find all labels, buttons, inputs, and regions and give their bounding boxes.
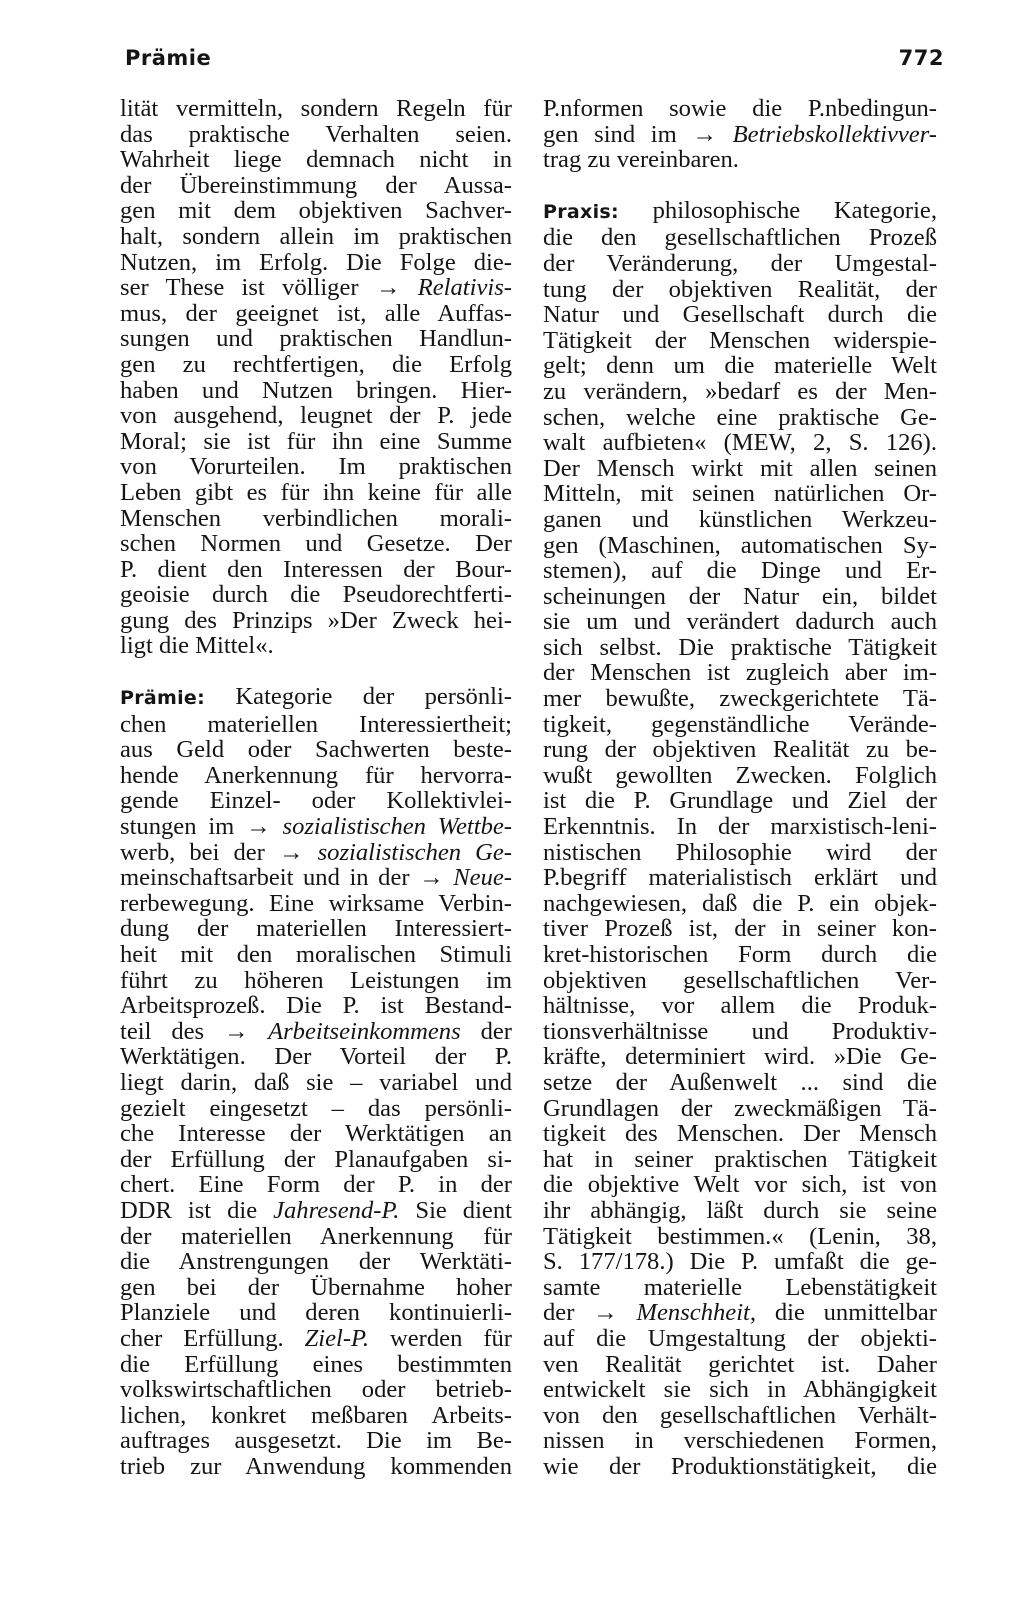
text-line: hat in seiner praktischen Tätigkeit [543,1145,937,1173]
text-line: Arbeitsprozeß. Die P. ist Bestand- [120,992,512,1020]
text-line: kret-historischen Form durch die [543,941,937,968]
text-line: zu verändern, »bedarf es der Men- [543,377,937,405]
text-fragment: DDR ist die [120,1196,258,1224]
text-line: der materiellen Anerkennung für [120,1222,512,1250]
text-line: heit mit den moralischen Stimuli [120,941,512,968]
text-line: die Erfüllung eines bestimmten [120,1350,512,1378]
text-line: samte materielle Lebenstätigkeit [543,1273,937,1301]
text-line: gung des Prinzips »Der Zweck hei- [120,606,512,634]
text-line: P.nformen sowie die P.nbedingun- [543,95,937,122]
text-line-with-term [120,1198,512,1224]
text-fragment: ser These ist völliger [120,274,359,302]
lemma-praxis: Praxis: [543,200,619,223]
text-line: Nutzen, im Erfolg. Die Folge die- [120,248,512,276]
text-line: der Erfüllung der Planaufgaben si- [120,1145,512,1173]
text-line: Natur und Gesellschaft durch die [543,301,937,329]
text-line: ligt die Mittel«. [120,632,274,660]
text-line: stemen), auf die Dinge und Er- [543,557,937,585]
entry-first-line [120,684,512,712]
text-line: wußt gewollten Zwecken. Folglich [543,761,937,789]
text-line-with-ref [120,814,512,840]
text-line-with-ref [120,275,512,301]
text-line: kräfte, determiniert wird. »Die Ge- [543,1043,937,1071]
text-line: chert. Eine Form der P. in der [120,1171,512,1199]
text-fragment: stungen im [120,813,235,841]
text-line: auf die Umgestaltung der objekti- [543,1324,937,1352]
text-fragment: der [480,1017,512,1045]
text-line: ihr abhängig, läßt durch sie seine [543,1196,937,1224]
text-line: walt aufbieten« (MEW, 2, S. 126). [543,429,937,457]
text-line: ven Realität gerichtet ist. Daher [543,1350,937,1378]
text-line: Wahrheit liege demnach nicht in [120,146,512,174]
cross-reference-menschheit[interactable]: → Menschheit, [593,1299,757,1327]
text-line: schen, welche eine praktische Ge- [543,403,937,431]
text-fragment: teil des [120,1017,205,1045]
text-fragment: gen sind im [543,120,677,148]
text-line: halt, sondern allein im praktischen [120,222,512,250]
text-line: ganen und künstlichen Werkzeu- [543,505,937,533]
text-line: gelt; denn um die materielle Welt [543,352,937,380]
text-line: volkswirtschaftlichen oder betrieb- [120,1376,512,1404]
text-line: gezielt eingesetzt – das persönli- [120,1094,512,1122]
text-line: gen zu rechtfertigen, die Erfolg [120,350,512,378]
text-fragment: die unmittelbar [774,1299,937,1327]
text-line: ist die P. Grundlage und Ziel der [543,787,937,815]
text-line: Werktätigen. Der Vorteil der P. [120,1043,512,1071]
text-fragment: philosophische Kategorie, [652,196,937,224]
running-head-word: Prämie [125,46,212,70]
text-line: nissen in verschiedenen Formen, [543,1427,937,1455]
text-line: tionsverhältnisse und Produktiv- [543,1017,937,1045]
text-line: hende Anerkennung für hervorra- [120,761,512,789]
text-line: sungen und praktischen Handlun- [120,325,512,353]
term-ziel-praemie: Ziel-P. [304,1324,370,1352]
text-line-with-ref [120,1019,512,1045]
cross-reference-betriebskollektivvertrag[interactable]: → Betriebskollektivver- [692,120,937,148]
right-column [543,96,937,1479]
page-number: 772 [898,46,944,70]
text-line: setze der Außenwelt ... sind die [543,1068,937,1096]
text-line: mus, der geeignet ist, alle Auffas- [120,299,512,327]
text-line: geoisie durch die Pseudorechtferti- [120,581,512,609]
text-line: aus Geld oder Sachwerten beste- [120,736,512,764]
text-line: Grundlagen der zweckmäßigen Tä- [543,1094,937,1122]
text-line: der Übereinstimmung der Aussa- [120,171,512,199]
text-fragment: meinschaftsarbeit und in der [120,864,410,892]
text-line: liegt darin, daß sie – variabel und [120,1068,512,1096]
text-line: chen materiellen Interessiertheit; [120,710,512,738]
text-line: tiver Prozeß ist, der in seiner kon- [543,915,937,943]
text-line: Tätigkeit bestimmen.« (Lenin, 38, [543,1222,937,1250]
text-line: che Interesse der Werktätigen an [120,1120,512,1148]
text-line: tigkeit, gegenständliche Verände- [543,710,937,738]
text-line-with-term [120,1326,512,1352]
text-line: Mitteln, mit seinen natürlichen Or- [543,480,937,508]
text-line: dung der materiellen Interessiert- [120,915,512,943]
text-line: rerbewegung. Eine wirksame Verbin- [120,889,512,917]
text-line-with-ref [120,840,512,866]
text-line: auftrages ausgesetzt. Die im Be- [120,1427,512,1455]
text-line: das praktische Verhalten seien. [120,120,512,148]
text-line-with-ref [543,1300,937,1326]
text-line: tigkeit des Menschen. Der Mensch [543,1120,937,1148]
text-line: Menschen verbindlichen morali- [120,504,512,532]
running-header [125,46,944,78]
text-fragment: werden für [390,1324,512,1352]
text-line: Erkenntnis. In der marxistisch-leni- [543,813,937,841]
text-line: Leben gibt es für ihn keine für alle [120,478,512,506]
text-line: hältnisse, vor allem die Produk- [543,992,937,1020]
cross-reference-arbeitseinkommen[interactable]: → Arbeitseinkommens [224,1017,461,1045]
text-line: lität vermitteln, sondern Regeln für [120,95,512,122]
text-line: von ausgehend, leugnet der P. jede [120,402,512,430]
text-line-with-ref [120,865,512,891]
text-line: Der Mensch wirkt mit allen seinen [543,454,937,482]
text-line: von den gesellschaftlichen Verhält- [543,1401,937,1429]
text-line: wie der Produktionstätigkeit, die [543,1452,937,1480]
text-line: gen (Maschinen, automatischen Sy- [543,531,937,559]
text-fragment: werb, bei der [120,838,265,866]
text-fragment: Kategorie der persönli- [235,683,512,711]
text-line: sie um und verändert dadurch auch [543,608,937,636]
text-line: die den gesellschaftlichen Prozeß [543,224,937,252]
text-line: die objektive Welt vor sich, ist von [543,1171,937,1199]
text-line: trieb zur Anwendung kommenden [120,1452,512,1480]
text-line: sich selbst. Die praktische Tätigkeit [543,633,937,661]
text-line: S. 177/178.) Die P. umfaßt die ge- [543,1248,937,1276]
cross-reference-neuererbewegung[interactable]: → Neue- [419,864,512,892]
paragraph-gap [120,659,512,684]
cross-reference-relativismus[interactable]: → Relativis- [375,274,512,302]
cross-reference-gemeinschaftsarbeit[interactable]: → sozialistischen Ge- [278,838,512,866]
text-line: objektiven gesellschaftlichen Ver- [543,966,937,994]
text-line: Moral; sie ist für ihn eine Summe [120,427,512,455]
text-line: trag zu vereinbaren. [543,146,739,174]
text-line: nachgewiesen, daß die P. ein objek- [543,889,937,917]
text-line: gende Einzel- oder Kollektivlei- [120,787,512,815]
text-fragment: cher Erfüllung. [120,1324,284,1352]
text-line: schen Normen und Gesetze. Der [120,530,512,558]
text-line: Planziele und deren kontinuierli- [120,1299,512,1327]
text-line: gen bei der Übernahme hoher [120,1273,512,1301]
text-fragment: Sie dient [415,1196,512,1224]
term-jahresend-praemie: Jahresend-P. [273,1196,400,1224]
text-line: P.begriff materialistisch erklärt und [543,864,937,892]
text-line-with-ref [543,122,937,148]
text-line: P. dient den Interessen der Bour- [120,555,512,583]
text-line: Tätigkeit der Menschen widerspie- [543,326,937,354]
text-line: mer bewußte, zweckgerichtete Tä- [543,685,937,713]
text-line: entwickelt sie sich in Abhängigkeit [543,1376,937,1404]
text-line: tung der objektiven Realität, der [543,275,937,303]
text-line: haben und Nutzen bringen. Hier- [120,376,512,404]
cross-reference-wettbewerb[interactable]: → sozialistischen Wettbe- [246,813,512,841]
text-line: von Vorurteilen. Im praktischen [120,453,512,481]
entry-first-line [543,198,937,226]
text-fragment: der [543,1299,575,1327]
text-line: gen mit dem objektiven Sachver- [120,197,512,225]
text-line: der Veränderung, der Umgestal- [543,249,937,277]
left-column [120,96,512,1479]
text-line: lichen, konkret meßbaren Arbeits- [120,1401,512,1429]
text-line: nistischen Philosophie wird der [543,838,937,866]
text-line: führt zu höheren Leistungen im [120,966,512,994]
text-line: rung der objektiven Realität zu be- [543,736,937,764]
text-line: der Menschen ist zugleich aber im- [543,659,937,687]
text-line: scheinungen der Natur ein, bildet [543,582,937,610]
lemma-praemie: Prämie: [120,687,206,710]
paragraph-gap [543,173,937,198]
text-line: die Anstrengungen der Werktäti- [120,1248,512,1276]
